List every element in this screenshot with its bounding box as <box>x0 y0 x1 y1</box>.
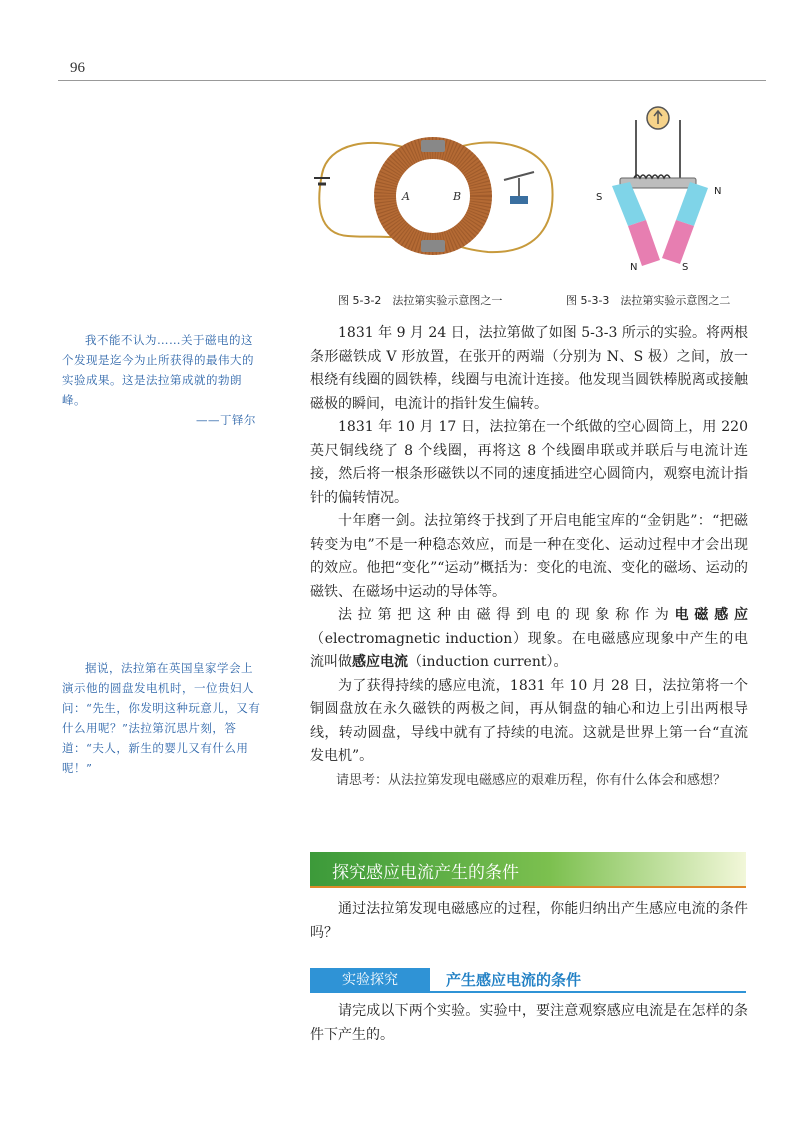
paragraph-4-part-b: （electromagnetic induction）现象。在电磁感应现象中产生的电流叫做 <box>310 630 748 670</box>
clamp-top <box>421 140 445 152</box>
paragraph-1: 1831 年 9 月 24 日，法拉第做了如图 5-3-3 所示的实验。将两根条形磁铁成 V 形放置，在张开的两端（分别为 N、S 极）之间，放一根绕有线圈的圆铁棒，线圈与电流计连接。他发现当圆铁棒脱离或接触磁极的瞬间，电流计的指针发生偏转。 <box>310 325 748 412</box>
pole-label-n-right: N <box>714 186 722 197</box>
figure-caption-1: 图 5-3-2 法拉第实验示意图之一 <box>338 294 503 307</box>
sidebar-anecdote-text: 据说，法拉第在英国皇家学会上演示他的圆盘发电机时，一位贵妇人问：“先生，你发明这种玩意儿，又有什么用呢？”法拉第沉思片刻，答道：“夫人，新生的婴儿又有什么用呢！” <box>62 661 261 775</box>
coil-label-a: A <box>402 190 410 203</box>
figure-ring-coil <box>308 124 558 274</box>
pole-label-n-bottom: N <box>630 262 638 273</box>
clamp-bottom <box>421 240 445 252</box>
section-title: 探究感应电流产生的条件 <box>332 863 519 883</box>
term-induction-current: 感应电流 <box>352 654 408 670</box>
page-number: 96 <box>70 60 85 76</box>
pole-label-s-left: S <box>596 192 603 203</box>
experiment-title: 产生感应电流的条件 <box>446 971 582 989</box>
question-text: 请思考：从法拉第发现电磁感应的艰难历程，你有什么体会和感想？ <box>336 772 727 788</box>
pole-label-s-bottom: S <box>682 262 689 273</box>
sidebar-quote-text: 我不能不认为……关于磁电的这个发现是迄今为止所获得的最伟大的实验成果。这是法拉第成就的勃朗峰。 <box>62 333 254 407</box>
paragraph-4 <box>310 604 748 675</box>
sidebar-quote-attribution: ——丁铎尔 <box>196 413 256 427</box>
header-rule <box>58 80 766 81</box>
sidebar-quote <box>62 330 262 430</box>
coil-label-b: B <box>453 190 462 203</box>
experiment-tag: 实验探究 <box>310 968 430 992</box>
experiment-text: 请完成以下两个实验。实验中，要注意观察感应电流是在怎样的条件下产生的。 <box>310 1003 748 1043</box>
experiment-body <box>310 1000 748 1047</box>
sidebar-anecdote <box>62 658 262 778</box>
section-intro <box>310 898 748 945</box>
paragraph-2: 1831 年 10 月 17 日，法拉第在一个纸做的空心圆筒上，用 220 英尺铜线绕了 8 个线圈，再将这 8 个线圈串联或并联后与电流计连接，然后将一根条形磁铁以不同的速度插进空心圆筒内，观察电流计指针的偏转情况。 <box>310 419 748 506</box>
paragraph-4-part-c: （induction current）。 <box>408 654 568 670</box>
paragraph-3: 十年磨一剑。法拉第终于找到了开启电能宝库的“金钥匙”：“把磁转变为电”不是一种稳态效应，而是一种在变化、运动过程中才会出现的效应。他把“变化”“运动”概括为：变化的电流、变化的磁场、运动的磁铁、在磁场中运动的导体等。 <box>310 513 748 600</box>
figure-v-magnets <box>590 100 730 280</box>
paragraph-5: 为了获得持续的感应电流，1831 年 10 月 28 日，法拉第将一个铜圆盘放在永久磁铁的两极之间，再从铜盘的轴心和边上引出两根导线，转动圆盘，导线中就有了持续的电流。这就是世界上第一台“直流发电机”。 <box>310 677 748 764</box>
experiment-underline <box>310 991 746 993</box>
main-body <box>310 322 748 792</box>
figure-caption-2: 图 5-3-3 法拉第实验示意图之二 <box>566 294 731 307</box>
section-intro-text: 通过法拉第发现电磁感应的过程，你能归纳出产生感应电流的条件吗？ <box>310 901 748 941</box>
term-electromagnetic-induction: 电磁感应 <box>674 607 749 623</box>
experiment-header <box>310 968 746 992</box>
section-heading-bar <box>310 852 746 888</box>
paragraph-4-part-a: 法拉第把这种由磁得到电的现象称作为 <box>338 607 675 623</box>
